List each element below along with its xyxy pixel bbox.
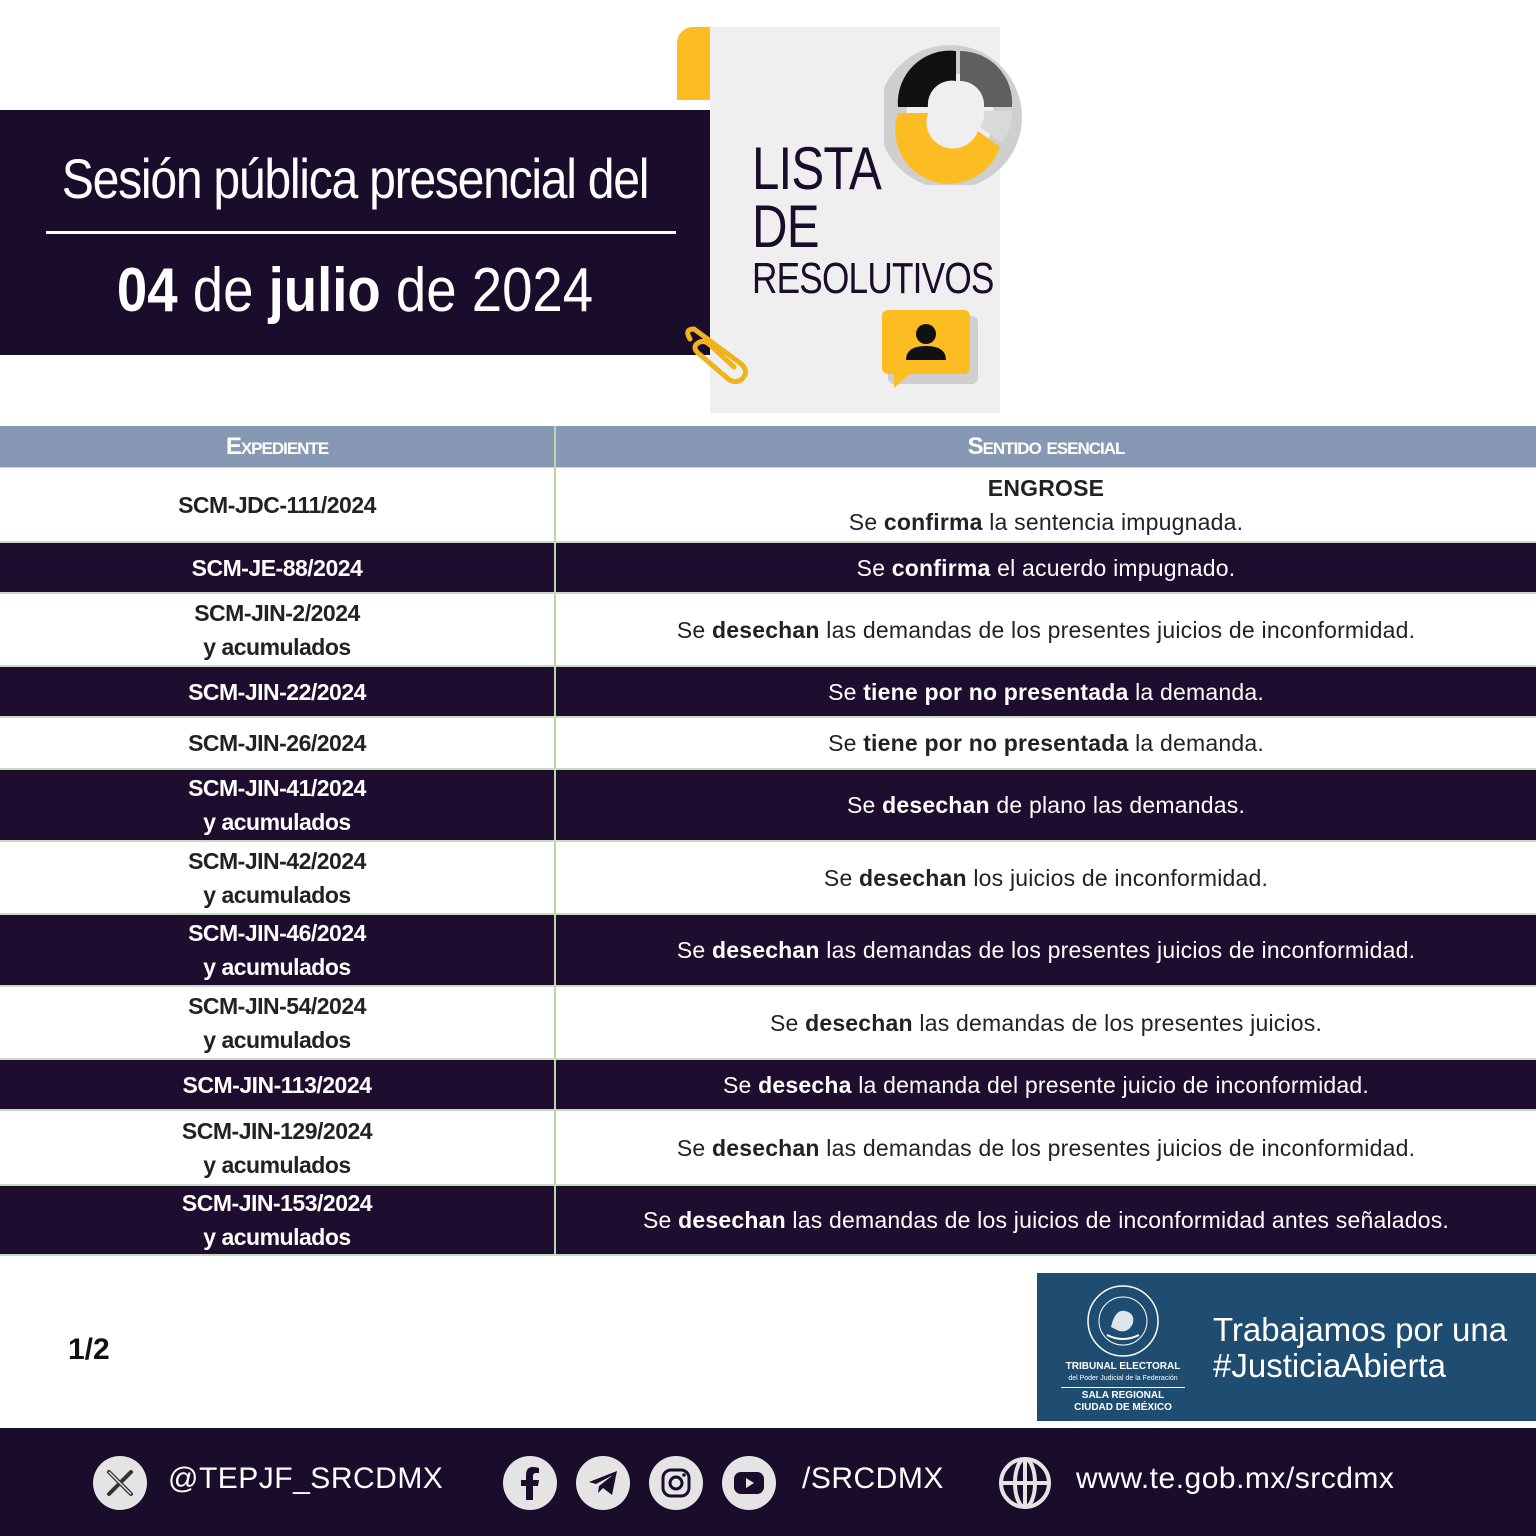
- expediente-id: SCM-JIN-41/2024: [188, 775, 366, 801]
- social-handle-link[interactable]: /SRCDMX: [802, 1462, 944, 1495]
- table-row: [0, 1111, 1536, 1186]
- table-row: [0, 543, 1536, 594]
- table-row: [0, 718, 1536, 770]
- national-seal-icon: [1085, 1283, 1161, 1359]
- sentido-text: Se desechan de plano las demandas.: [846, 792, 1246, 818]
- expediente-suffix: y acumulados: [203, 954, 351, 980]
- sentido-text: Se tiene por no presentada la demanda.: [828, 730, 1264, 756]
- banner-divider: [46, 231, 676, 234]
- expediente-suffix: y acumulados: [203, 809, 351, 835]
- table-row: [0, 468, 1536, 543]
- sentido-text: Se tiene por no presentada la demanda.: [828, 678, 1264, 705]
- sentido-text: Se desechan las demandas de los presentes juicios.: [769, 1009, 1323, 1036]
- session-banner: [0, 110, 710, 355]
- expediente-suffix: y acumulados: [203, 1224, 351, 1250]
- youtube-icon[interactable]: [722, 1456, 776, 1510]
- sentido-text: Se desechan las demandas de los juicios de inconformidad antes señalados.: [642, 1207, 1450, 1233]
- header-sentido: Sentido esencial: [967, 432, 1125, 460]
- sentido-text: Se desechan las demandas de los presentes juicios de inconformidad.: [676, 937, 1416, 963]
- document-title: [752, 135, 1054, 303]
- sentido-text: Se desechan los juicios de inconformidad.: [823, 864, 1269, 891]
- sentido-text: Se desechan las demandas de los presentes juicios de inconformidad.: [676, 1134, 1416, 1161]
- expediente-id: SCM-JIN-22/2024: [188, 678, 366, 705]
- facebook-icon[interactable]: [503, 1456, 557, 1510]
- date-year: 2024: [471, 256, 594, 325]
- date-de-1: de: [192, 256, 254, 325]
- slogan-line1: Trabajamos por una: [1213, 1311, 1508, 1348]
- table-row: [0, 915, 1536, 987]
- globe-icon[interactable]: [998, 1456, 1052, 1510]
- session-date: [43, 255, 668, 326]
- table-row: [0, 842, 1536, 915]
- date-month: julio: [268, 256, 381, 325]
- institution-box: [1037, 1273, 1536, 1421]
- expediente-suffix: y acumulados: [203, 1151, 351, 1178]
- date-day: 04: [116, 256, 178, 325]
- user-chat-bubble-icon: [880, 308, 980, 392]
- website-link[interactable]: www.te.gob.mx/srcdmx: [1076, 1462, 1395, 1495]
- expediente-suffix: y acumulados: [203, 1026, 351, 1053]
- expediente-suffix: y acumulados: [203, 633, 351, 660]
- expediente-id: SCM-JIN-42/2024: [188, 847, 366, 874]
- table-row: [0, 594, 1536, 667]
- x-icon[interactable]: [93, 1456, 147, 1510]
- expediente-id: SCM-JIN-2/2024: [194, 599, 360, 626]
- expediente-id: SCM-JIN-54/2024: [188, 992, 366, 1019]
- x-handle-link[interactable]: @TEPJF_SRCDMX: [168, 1462, 444, 1495]
- row-label: ENGROSE: [987, 474, 1105, 501]
- table-header: [0, 426, 1536, 468]
- expediente-id: SCM-JIN-153/2024: [181, 1190, 373, 1216]
- expediente-id: SCM-JIN-113/2024: [182, 1071, 372, 1098]
- instagram-icon[interactable]: [649, 1456, 703, 1510]
- expediente-id: SCM-JIN-26/2024: [188, 730, 366, 756]
- sentido-text: Se confirma el acuerdo impugnado.: [856, 554, 1236, 581]
- page-indicator: 1/2: [68, 1333, 110, 1366]
- resolutions-table: [0, 426, 1536, 1256]
- table-row: [0, 1060, 1536, 1111]
- sentido-text: Se desechan las demandas de los presentes juicios de inconformidad.: [676, 616, 1416, 643]
- footer-bar: [0, 1428, 1536, 1536]
- sentido-text: Se desecha la demanda del presente juicio de inconformidad.: [722, 1071, 1369, 1098]
- sentido-text: Se confirma la sentencia impugnada.: [848, 508, 1244, 535]
- telegram-icon[interactable]: [576, 1456, 630, 1510]
- paperclip-icon: [682, 325, 754, 387]
- date-de-2: de: [395, 256, 457, 325]
- expediente-id: SCM-JIN-129/2024: [181, 1117, 373, 1144]
- table-row: [0, 1186, 1536, 1256]
- table-row: [0, 667, 1536, 718]
- expediente-id: SCM-JIN-46/2024: [188, 920, 366, 946]
- title-resolutivos: RESOLUTIVOS: [752, 254, 994, 303]
- title-lista: LISTA: [752, 135, 881, 202]
- title-de: DE: [752, 193, 819, 260]
- expediente-id: SCM-JE-88/2024: [191, 554, 363, 581]
- expediente-suffix: y acumulados: [203, 881, 351, 908]
- table-row: [0, 770, 1536, 842]
- document-tab: [677, 27, 710, 100]
- expediente-id: SCM-JDC-111/2024: [178, 491, 376, 518]
- institution-name: TRIBUNAL ELECTORAL del Poder Judicial de la Federación SALA REGIONAL CIUDAD DE MÉXICO: [1055, 1361, 1191, 1414]
- slogan-line2: #JusticiaAbierta: [1213, 1347, 1446, 1384]
- header-expediente: Expediente: [0, 426, 556, 467]
- table-row: [0, 987, 1536, 1060]
- session-title: Sesión pública presencial del: [61, 147, 649, 210]
